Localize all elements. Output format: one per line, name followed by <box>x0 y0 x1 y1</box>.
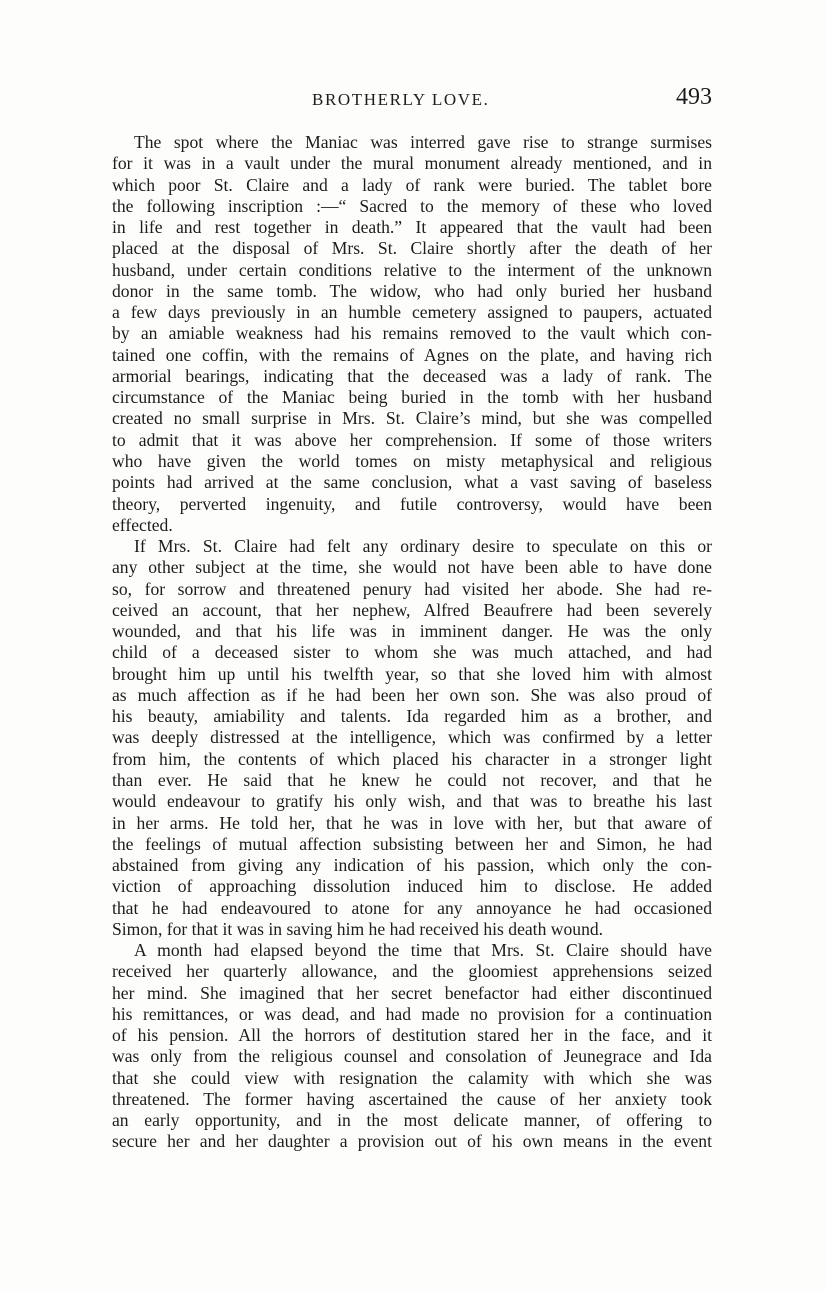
text-line: that she could view with resignation the calamity with which she was <box>112 1067 712 1088</box>
text-line: any other subject at the time, she would not have been able to have done <box>112 557 712 578</box>
text-line: A month had elapsed beyond the time that Mrs. St. Claire should have <box>134 940 712 961</box>
text-line: husband, under certain conditions relative to the interment of the unknown <box>112 259 712 280</box>
text-line: the following inscription :—“ Sacred to the memory of these who loved <box>112 195 712 216</box>
text-line: donor in the same tomb. The widow, who had only buried her husband <box>112 280 712 301</box>
text-line: of his pension. All the horrors of destitution stared her in the face, and it <box>112 1025 712 1046</box>
text-line: would endeavour to gratify his only wish, and that was to breathe his last <box>112 791 712 812</box>
text-line: than ever. He said that he knew he could not recover, and that he <box>112 769 712 790</box>
text-line: in her arms. He told her, that he was in love with her, but that aware of <box>112 812 712 833</box>
text-line: who have given the world tomes on misty metaphysical and religious <box>112 450 712 471</box>
running-title: BROTHERLY LOVE. <box>312 90 490 109</box>
text-line: to admit that it was above her comprehension. If some of those writers <box>112 429 712 450</box>
text-line: viction of approaching dissolution induced him to disclose. He added <box>112 876 712 897</box>
text-line: was deeply distressed at the intelligence, which was confirmed by a letter <box>112 727 712 748</box>
text-line: was only from the religious counsel and consolation of Jeunegrace and Ida <box>112 1046 712 1067</box>
text-line: created no small surprise in Mrs. St. Claire’s mind, but she was compelled <box>112 408 712 429</box>
text-line: a few days previously in an humble cemetery assigned to paupers, actuated <box>112 302 712 323</box>
text-line: child of a deceased sister to whom she was much attached, and had <box>112 642 712 663</box>
text-line: his beauty, amiability and talents. Ida regarded him as a brother, and <box>112 706 712 727</box>
text-line: abstained from giving any indication of his passion, which only the con- <box>112 855 712 876</box>
text-line: wounded, and that his life was in imminent danger. He was the only <box>112 621 712 642</box>
text-line: circumstance of the Maniac being buried in the tomb with her husband <box>112 387 712 408</box>
text-line: from him, the contents of which placed his character in a stronger light <box>112 748 712 769</box>
text-line: theory, perverted ingenuity, and futile controversy, would have been <box>112 493 712 514</box>
text-line: as much affection as if he had been her own son. She was also proud of <box>112 684 712 705</box>
text-line: If Mrs. St. Claire had felt any ordinary desire to speculate on this or <box>134 536 712 557</box>
text-line: armorial bearings, indicating that the deceased was a lady of rank. The <box>112 365 712 386</box>
text-line: by an amiable weakness had his remains removed to the vault which con- <box>112 323 712 344</box>
text-line: brought him up until his twelfth year, so that she loved him with almost <box>112 663 712 684</box>
text-line: in life and rest together in death.” It appeared that the vault had been <box>112 217 712 238</box>
text-line: secure her and her daughter a provision out of his own means in the event <box>112 1131 712 1152</box>
text-line: that he had endeavoured to atone for any annoyance he had occasioned <box>112 897 712 918</box>
text-line: threatened. The former having ascertained the cause of her anxiety took <box>112 1088 712 1109</box>
text-line: points had arrived at the same conclusion, what a vast saving of baseless <box>112 472 712 493</box>
text-line: the feelings of mutual affection subsisting between her and Simon, he had <box>112 833 712 854</box>
text-line: so, for sorrow and threatened penury had visited her abode. She had re- <box>112 578 712 599</box>
text-line: ceived an account, that her nephew, Alfred Beaufrere had been severely <box>112 599 712 620</box>
body-text <box>112 132 712 1153</box>
page-number: 493 <box>676 84 712 110</box>
text-line: received her quarterly allowance, and the gloomiest apprehensions seized <box>112 961 712 982</box>
text-line: Simon, for that it was in saving him he had received his death wound. <box>112 918 604 939</box>
text-line: his remittances, or was dead, and had made no provision for a continuation <box>112 1003 712 1024</box>
text-line: effected. <box>112 514 173 535</box>
text-line: tained one coffin, with the remains of Agnes on the plate, and having rich <box>112 344 712 365</box>
text-line: for it was in a vault under the mural monument already mentioned, and in <box>112 153 712 174</box>
text-line: her mind. She imagined that her secret benefactor had either discontinued <box>112 982 712 1003</box>
text-line: an early opportunity, and in the most delicate manner, of offering to <box>112 1110 712 1131</box>
running-head <box>112 86 712 116</box>
text-line: placed at the disposal of Mrs. St. Claire shortly after the death of her <box>112 238 712 259</box>
text-line: which poor St. Claire and a lady of rank were buried. The tablet bore <box>112 174 712 195</box>
text-line: The spot where the Maniac was interred gave rise to strange surmises <box>134 132 712 152</box>
